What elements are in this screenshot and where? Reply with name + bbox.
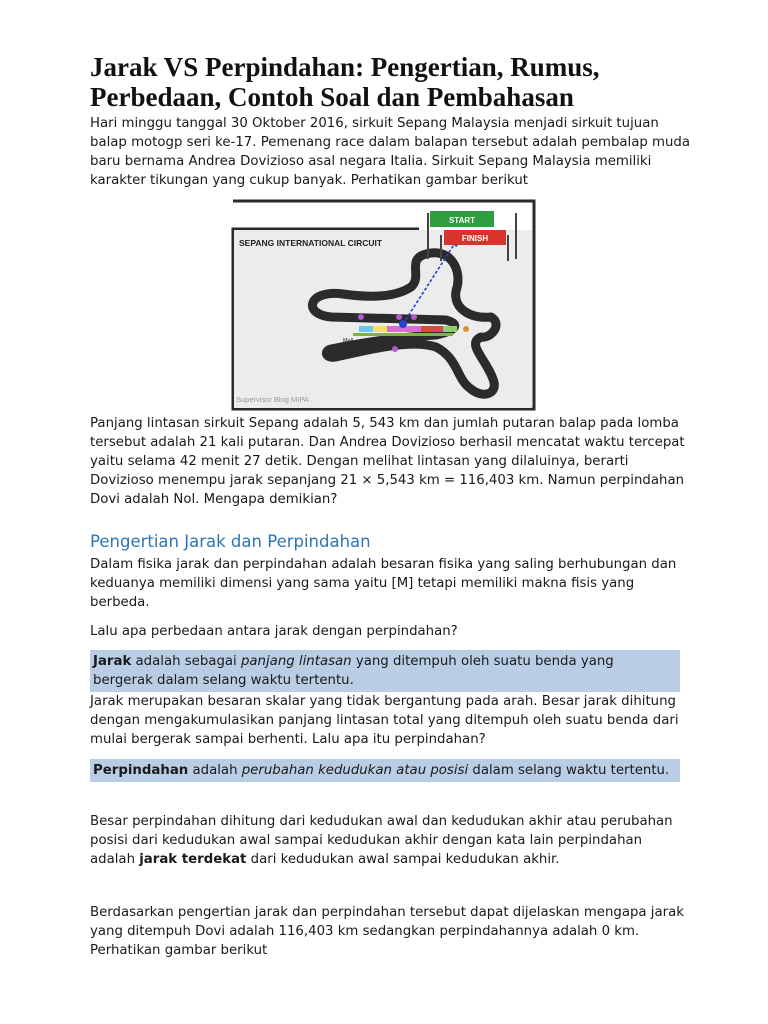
intro-paragraph: Hari minggu tanggal 30 Oktober 2016, sirkuit Sepang Malaysia menjadi sirkuit tujuan balap motogp seri ke-17. Pemenang race dalam balapan tersebut adalah pembalap muda baru bernama Andrea Dovizioso asal negara Italia. Sirkuit Sepang Malaysia memiliki karakter tikungan yang cukup banyak. Perhatikan gambar berikut	[90, 116, 691, 188]
marker-dot	[392, 346, 398, 352]
pit-building-blue	[359, 326, 373, 332]
perpindahan-explanation: Besar perpindahan dihitung dari kedudukan awal dan kedudukan akhir atau perubahan posisi dari kedudukan awal sampai kedudukan akhir dengan kata lain perpindahan adalah jarak terdekat dari kedudukan awal sampai kedudukan akhir.	[90, 814, 673, 867]
mall-label: Mall	[343, 338, 354, 344]
circuit-label: SEPANG INTERNATIONAL CIRCUIT	[239, 238, 383, 248]
jarak-emphasis: panjang lintasan	[240, 654, 352, 669]
perpindahan-callout	[90, 759, 680, 782]
jarak-explanation: Jarak merupakan besaran skalar yang tidak bergantung pada arah. Besar jarak dihitung dengan mengakumulasikan panjang lintasan total yang ditempuh oleh suatu benda dari mulai bergerak sampai berhenti. Lalu apa itu perpindahan?	[90, 694, 679, 747]
sepang-circuit-diagram	[231, 199, 536, 411]
pit-building-red	[421, 326, 443, 332]
jarak-term: Jarak	[93, 654, 132, 669]
perpindahan-emphasis: perubahan kedudukan atau posisi	[241, 763, 469, 778]
marker-dot	[396, 314, 402, 320]
finish-label: FINISH	[461, 234, 489, 243]
marker-dot	[411, 314, 417, 320]
jarak-definition: Jarak adalah sebagai panjang lintasan yang ditempuh oleh suatu benda yang bergerak dalam selang waktu tertentu.	[93, 654, 614, 688]
conclusion-paragraph: Berdasarkan pengertian jarak dan perpindahan tersebut dapat dijelaskan mengapa jarak yang ditempuh Dovi adalah 116,403 km sedangkan perpindahannya adalah 0 km. Perhatikan gambar berikut	[90, 905, 684, 958]
perpindahan-term: Perpindahan	[93, 763, 189, 778]
marker-dot	[358, 314, 364, 320]
circuit-paragraph: Panjang lintasan sirkuit Sepang adalah 5, 543 km dan jumlah putaran balap pada lomba tersebut adalah 21 kali putaran. Dan Andrea Dovizioso berhasil mencatat waktu tercepat yaitu selama 42 menit 27 detik. Dengan melihat lintasan yang dilaluinya, berarti Dovizioso menempu jarak sepanjang 21 × 5,543 km = 116,403 km. Namun perpindahan Dovi adalah Nol. Mengapa demikian?	[90, 416, 685, 507]
watermark: Supervisor Blog MIPA	[236, 395, 309, 404]
bold-phrase: jarak terdekat	[139, 852, 247, 867]
question-paragraph: Lalu apa perbedaan antara jarak dengan perpindahan?	[90, 624, 458, 639]
pit-lane-strip	[353, 333, 453, 336]
jarak-callout	[90, 650, 680, 692]
definition-paragraph: Dalam fisika jarak dan perpindahan adalah besaran fisika yang saling berhubungan dan keduanya memiliki dimensi yang sama yaitu [M] tetapi memiliki makna fisis yang berbeda.	[90, 557, 677, 610]
start-label: START	[448, 216, 476, 225]
perpindahan-definition: Perpindahan adalah perubahan kedudukan atau posisi dalam selang waktu tertentu.	[93, 763, 670, 778]
circuit-figure	[231, 199, 536, 411]
section-heading: Pengertian Jarak dan Perpindahan	[90, 532, 371, 551]
page-title: Jarak VS Perpindahan: Pengertian, Rumus, Perbedaan, Contoh Soal dan Pembahasan	[90, 52, 600, 112]
article	[90, 52, 690, 960]
pit-marker-orange	[463, 326, 469, 332]
pit-building-green	[443, 326, 457, 332]
pit-building-yellow	[373, 326, 387, 332]
